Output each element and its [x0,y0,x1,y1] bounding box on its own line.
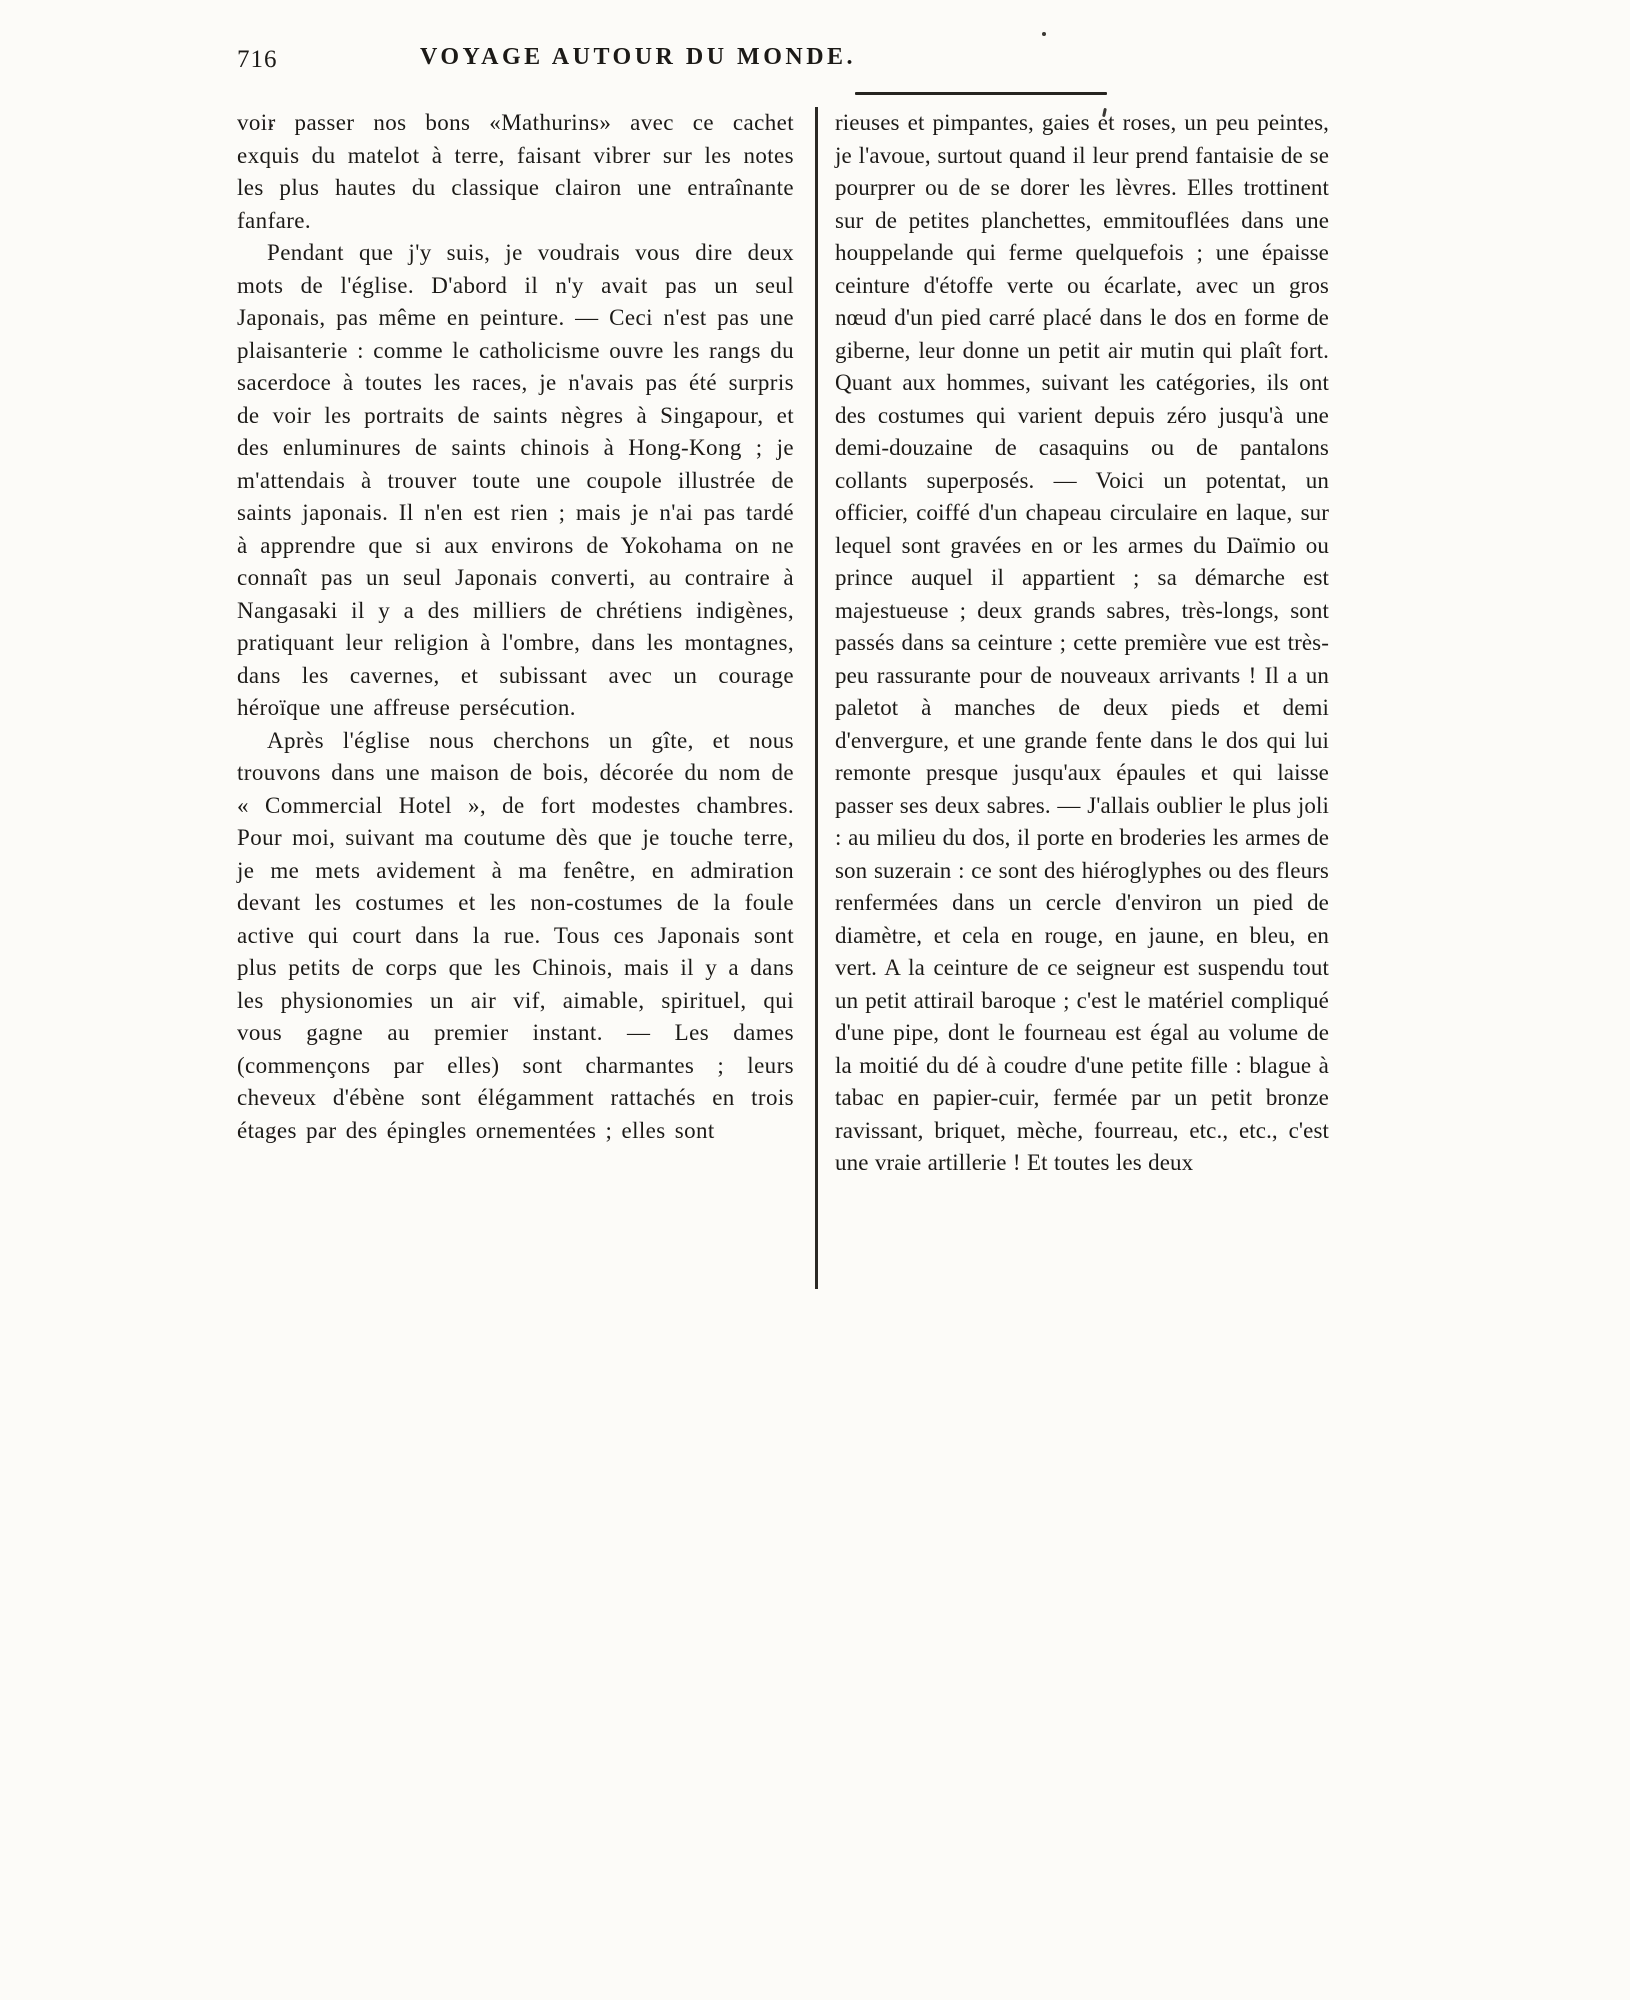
column-divider-rule [815,107,818,1289]
text-columns [237,107,1332,1289]
paragraph: Pendant que j'y suis, je voudrais vous dire deux mots de l'église. D'abord il n'y avait pas un seul Japonais, pas même en peinture. — Ceci n'est pas une plaisanterie : comme le catholicisme ouvre les rangs du sacerdoce à toutes les races, je n'avais pas été surpris de voir les portraits de saints nègres à Singapour, et des enluminures de saints chinois à Hong-Kong ; je m'attendais à trouver toute une coupole illustrée de saints japonais. Il n'en est rien ; mais je n'ai pas tardé à apprendre que si aux environs de Yokohama on ne connaît pas un seul Japonais converti, au contraire à Nangasaki il y a des milliers de chrétiens indigènes, pratiquant leur religion à l'ombre, dans les montagnes, dans les cavernes, et subissant avec un courage héroïque une affreuse persécution. [237,240,794,720]
paragraph-continuation: voir passer nos bons «Mathurins» avec ce cachet exquis du matelot à terre, faisant vibrer sur les notes les plus hautes du classique clairon une entraînante fanfare. [237,110,794,233]
running-title: VOYAGE AUTOUR DU MONDE. [419,44,857,70]
right-column [835,107,1329,1180]
scan-speck [1042,32,1046,36]
header-rule [855,92,1107,95]
paragraph: Après l'église nous cherchons un gîte, et nous trouvons dans une maison de bois, décorée du nom de « Commercial Hotel », de fort modestes chambres. Pour moi, suivant ma coutume dès que je touche terre, je me mets avidement à ma fenêtre, en admiration devant les costumes et les non-costumes de la foule active qui court dans la rue. Tous ces Japonais sont plus petits de corps que les Chinois, mais il y a dans les physionomies un air vif, aimable, spirituel, qui vous gagne au premier instant. — Les dames (commençons par elles) sont charmantes ; leurs cheveux d'ébène sont élégamment rattachés en trois étages par des épingles ornementées ; elles sont [237,727,794,1143]
left-column [237,107,794,1147]
page-number: 716 [237,46,278,73]
paragraph-continuation: rieuses et pimpantes, gaies et roses, un peu peintes, je l'avoue, surtout quand il leur prend fantaisie de se pourprer ou de se dorer les lèvres. Elles trottinent sur de petites planchettes, emmitouflées dans une houppelande qui ferme quelquefois ; une épaisse ceinture d'étoffe verte ou écarlate, avec un gros nœud d'un pied carré placé dans le dos en forme de giberne, leur donne un petit air mutin qui plaît fort. Quant aux hommes, suivant les catégories, ils ont des costumes qui varient depuis zéro jusqu'à une demi-douzaine de casaquins ou de pantalons collants superposés. — Voici un potentat, un officier, coiffé d'un chapeau circulaire en laque, sur lequel sont gravées en or les armes du Daïmio ou prince auquel il appartient ; sa démarche est majestueuse ; deux grands sabres, très-longs, sont passés dans sa ceinture ; cette première vue est très-peu rassurante pour de nouveaux arrivants ! Il a un paletot à manches de deux pieds et demi d'envergure, et une grande fente dans le dos qui lui remonte presque jusqu'aux épaules et qui laisse passer ses deux sabres. — J'allais oublier le plus joli : au milieu du dos, il porte en broderies les armes de son suzerain : ce sont des hiéroglyphes ou des fleurs renfermées dans un cercle d'environ un pied de diamètre, et cela en rouge, en jaune, en bleu, en vert. A la ceinture de ce seigneur est suspendu tout un petit attirail baroque ; c'est le matériel compliqué d'une pipe, dont le fourneau est égal au volume de la moitié du dé à coudre d'une petite fille : blague à tabac en papier-cuir, fermée par un petit bronze ravissant, briquet, mèche, fourreau, etc., etc., c'est une vraie artillerie ! Et toutes les deux [835,110,1329,1175]
